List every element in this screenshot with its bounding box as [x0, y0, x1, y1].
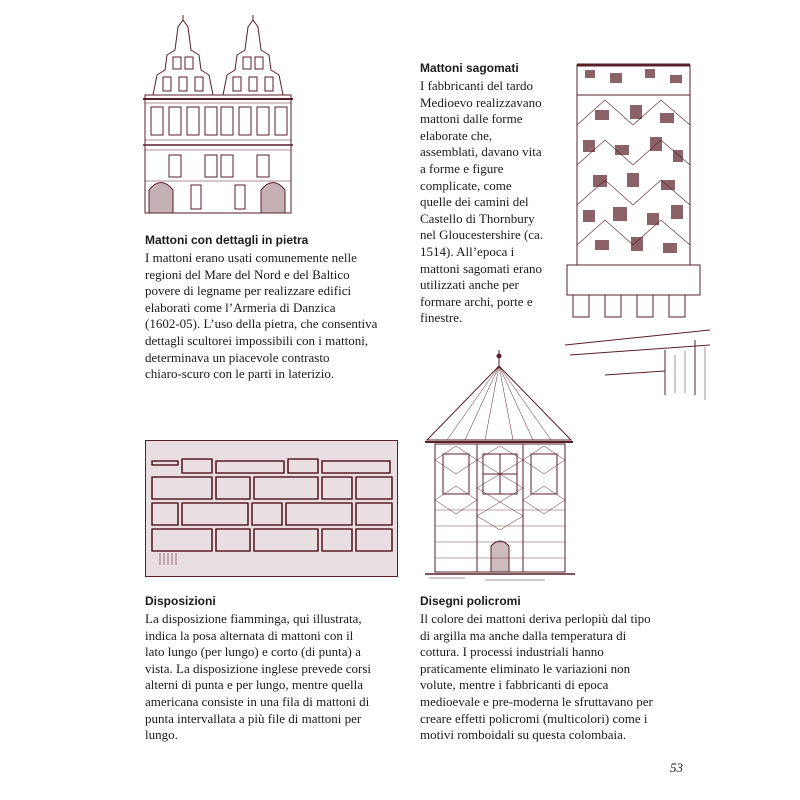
heading-polychrome: Disegni policromi: [420, 594, 521, 608]
text-line: elaborati come l’Armeria di Danzica: [145, 299, 336, 315]
text-line: medioevale e pre-moderna le sfruttavano per: [420, 693, 653, 709]
armory-facade-illustration: [143, 15, 293, 215]
text-line: assemblati, davano vita: [420, 144, 542, 160]
text-line: indica la posa alternata di mattoni con il: [145, 627, 354, 643]
text-line: chiaro-scuro con le parti in laterizio.: [145, 366, 335, 382]
text-line: volute, mentre i fabbricanti di epoca: [420, 677, 609, 693]
text-line: creare effetti policromi (multicolori) come i: [420, 710, 648, 726]
text-line: Castello di Thornbury: [420, 210, 535, 226]
text-line: lato lungo (per lungo) e corto (di punta) a: [145, 644, 361, 660]
text-line: complicate, come: [420, 177, 512, 193]
text-line: determinava un piacevole contrasto: [145, 349, 330, 365]
text-line: (1602-05). L’uso della pietra, che consentiva: [145, 316, 378, 332]
text-line: utilizzati anche per: [420, 277, 519, 293]
text-line: Medioevo realizzavano: [420, 94, 542, 110]
text-line: Il colore dei mattoni deriva perlopiù dal tipo: [420, 611, 651, 626]
text-line: dettagli scultorei impossibili con i mattoni,: [145, 332, 369, 348]
text-line: di argilla ma anche dalla temperatura di: [420, 627, 627, 643]
paragraph-polychrome: [420, 611, 690, 744]
text-line: mattoni dalle forme: [420, 111, 523, 127]
text-line: a forme e figure: [420, 160, 504, 176]
text-line: lungo.: [145, 727, 178, 743]
chimney-illustration: [565, 55, 715, 400]
text-line: vista. La disposizione inglese prevede corsi: [145, 660, 371, 676]
text-line: finestre.: [420, 310, 463, 326]
text-line: motivi romboidali su questa colombaia.: [420, 727, 627, 743]
text-line: mattoni sagomati erano: [420, 260, 543, 276]
page-number: 53: [670, 760, 683, 775]
text-line: 1514). All’epoca i: [420, 243, 515, 259]
flemish-bond-brick-wall-illustration: [145, 440, 398, 577]
text-line: quelle dei camini del: [420, 194, 529, 210]
paragraph-shaped-bricks: [420, 78, 570, 327]
heading-bonds: Disposizioni: [145, 594, 216, 608]
dovecote-tower-illustration: [425, 350, 575, 582]
text-line: povere di legname per realizzare edifici: [145, 283, 352, 299]
heading-shaped-bricks: Mattoni sagomati: [420, 61, 519, 75]
text-line: alterni di punta e per lungo, mentre quella: [145, 677, 364, 693]
text-line: praticamente eliminato le variazioni non: [420, 660, 631, 676]
text-line: La disposizione fiamminga, qui illustrata,: [145, 611, 362, 626]
paragraph-stone-details: [145, 250, 410, 383]
paragraph-bonds: [145, 611, 410, 744]
text-line: regioni del Mare del Nord e del Baltico: [145, 266, 350, 282]
text-line: americana consiste in una fila di mattoni di: [145, 693, 370, 709]
text-line: I mattoni erano usati comunemente nelle: [145, 250, 357, 265]
text-line: elaborate che,: [420, 127, 493, 143]
text-line: formare archi, porte e: [420, 293, 533, 309]
text-line: cottura. I processi industriali hanno: [420, 644, 604, 660]
heading-stone-details: Mattoni con dettagli in pietra: [145, 233, 309, 247]
text-line: nel Gloucestershire (ca.: [420, 227, 544, 243]
text-line: punta intervallata a più file di mattoni per: [145, 710, 362, 726]
text-line: I fabbricanti del tardo: [420, 78, 533, 93]
